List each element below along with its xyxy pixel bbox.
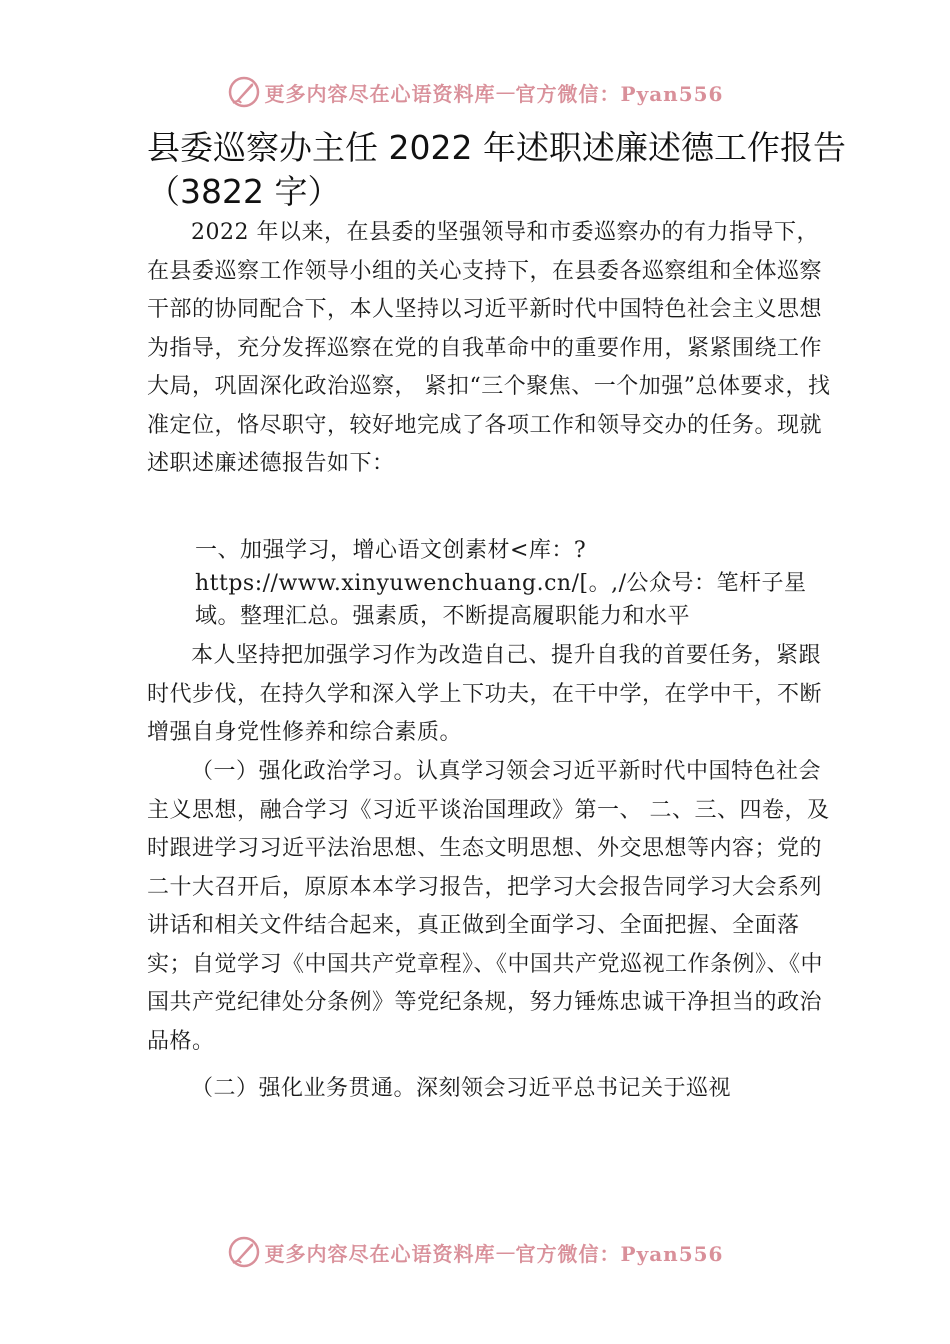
footer-banner [0, 1232, 950, 1272]
footer-slogan: 更多内容尽在心语资料库 [264, 1241, 496, 1266]
banner-slogan: 更多内容尽在心语资料库 [264, 81, 496, 106]
quill-pen-logo-icon [227, 1235, 261, 1269]
section-1-body: 本人坚持把加强学习作为改造自己、提升自我的首要任务，紧跟时代步伐，在持久学和深入学上下功夫，在干中学，在学中干，不断增强自身党性修养和综合素质。 [147, 643, 823, 745]
footer-separator: — [495, 1240, 516, 1264]
subsection-1-paragraph: （一）强化政治学习。认真学习领会习近平新时代中国特色社会主义思想，融合学习《习近平谈治国理政》第一、 二、三、四卷，及时跟进学习习近平法治思想、生态文明思想、外交思想等内容；党的二十大召开后，原原本本学习报告，把学习大会报告同学习大会系列讲话和相关文件结合起来，真正做到全面学习、全面把握、全面落实；自觉学习《中国共产党章程》、《中国共产党巡视工作条例》、《中国共产党纪律处分条例》等党纪条规，努力锤炼忠诚干净担当的政治品格。 [147, 759, 830, 1054]
subsection-2-paragraph: （二）强化业务贯通。深刻领会习近平总书记关于巡视 [191, 1076, 732, 1101]
intro-paragraph: 2022 年以来，在县委的坚强领导和市委巡察办的有力指导下，在县委巡察工作领导小组的关心支持下，在县委各巡察组和全体巡察干部的协同配合下，本人坚持以习近平新时代中国特色社会主义思想为指导，充分发挥巡察在党的自我革命中的重要作用，紧紧围绕工作大局，巩固深化政治巡察， 紧扣“三个聚焦、一个加强”总体要求，找准定位，恪尽职守，较好地完成了各项工作和领导交办的任务。现就述职述廉述德报告如下： [147, 220, 831, 476]
footer-wechat: 官方微信：Pyan556 [515, 1241, 724, 1266]
banner-wechat: 官方微信：Pyan556 [515, 81, 724, 106]
banner-separator: — [495, 80, 516, 104]
document-title: 县委巡察办主任 2022 年述职述廉述德工作报告（3822 字） [147, 128, 846, 211]
quill-pen-logo-icon [227, 75, 261, 109]
header-banner [0, 72, 950, 112]
section-1-heading: 一、加强学习，增心语文创素材<库：?https://www.xinyuwenchuang.cn/[。,/公众号：笔杆子星域。整理汇总。强素质，不断提高履职能力和水平 [195, 538, 807, 629]
